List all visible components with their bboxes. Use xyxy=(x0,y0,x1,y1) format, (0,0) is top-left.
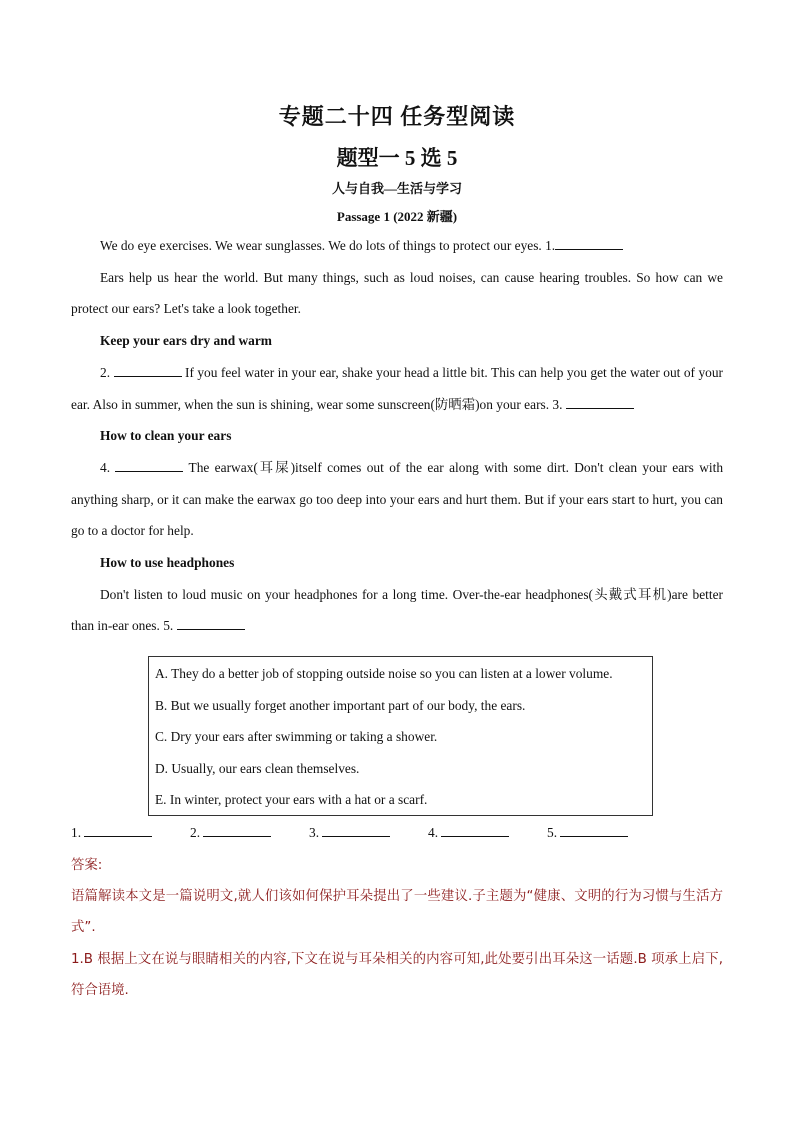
paragraph-3-number: 2. xyxy=(100,364,114,380)
answer-blank-1 xyxy=(71,822,152,841)
answer-explanation-1: 1.B 根据上文在说与眼睛相关的内容,下文在说与耳朵相关的内容可知,此处要引出耳朵这一话题.B 项承上启下,符合语境. xyxy=(71,951,723,998)
option-a: A. They do a better job of stopping outside noise so you can listen at a lower volume. xyxy=(155,666,613,681)
paragraph-5-text: Don't listen to loud music on your headphones for a long time. Over-the-ear headphones(头戴式耳机)are better than in-ear ones. 5. xyxy=(71,586,723,634)
blank-2 xyxy=(114,362,182,377)
blank-3 xyxy=(566,394,634,409)
answer-line-1 xyxy=(84,822,152,837)
answer-line-2 xyxy=(203,822,271,837)
answer-section xyxy=(71,850,723,1006)
blank-1 xyxy=(555,235,623,250)
answer-blank-5 xyxy=(547,822,628,841)
answer-blank-2 xyxy=(190,822,271,841)
answer-label-1: 1. xyxy=(71,825,85,840)
paragraph-1-text: We do eye exercises. We wear sunglasses. We do lots of things to protect our eyes. 1. xyxy=(100,238,556,253)
document-title: 专题二十四 任务型阅读 xyxy=(278,104,516,129)
answer-blanks-row xyxy=(71,822,671,846)
option-c: C. Dry your ears after swimming or taking a shower. xyxy=(155,729,438,744)
answer-analysis: 语篇解读本文是一篇说明文,就人们该如何保护耳朵提出了一些建议.子主题为“健康、文明的行为习惯与生活方式”. xyxy=(71,889,723,936)
paragraph-4-text: The earwax(耳屎)itself comes out of the ear along with some dirt. Don't clean your ears with anything sharp, or it can make the earwax go too deep into your ears and hurt them. But if your ears start to hurt, you can go to a doctor for help. xyxy=(71,459,724,539)
paragraph-1 xyxy=(71,230,723,262)
answer-label-5: 5. xyxy=(547,825,561,840)
blank-4 xyxy=(115,457,183,472)
passage-body xyxy=(71,230,723,642)
paragraph-4-number: 4. xyxy=(100,459,116,475)
answer-line-5 xyxy=(560,822,628,837)
answer-blank-4 xyxy=(428,822,509,841)
option-e: E. In winter, protect your ears with a hat or a scarf. xyxy=(155,792,428,807)
answer-line-4 xyxy=(441,822,509,837)
blank-5 xyxy=(177,615,245,630)
passage-label: Passage 1 (2022 新疆) xyxy=(336,209,458,224)
answer-label-2: 2. xyxy=(190,825,204,840)
section-heading-dry-warm: Keep your ears dry and warm xyxy=(100,333,272,349)
section-heading-headphones: How to use headphones xyxy=(100,555,235,571)
paragraph-4 xyxy=(71,452,723,547)
theme-label: 人与自我—生活与学习 xyxy=(331,181,462,196)
paragraph-5 xyxy=(71,579,723,642)
question-type-title: 题型一 5 选 5 xyxy=(336,146,458,170)
options-box xyxy=(148,656,653,816)
option-d: D. Usually, our ears clean themselves. xyxy=(155,760,360,776)
section-heading-clean: How to clean your ears xyxy=(100,428,232,444)
paragraph-2: Ears help us hear the world. But many things, such as loud noises, can cause hearing troubles. So how can we protect our ears? Let's take a look together. xyxy=(71,269,723,317)
paragraph-3 xyxy=(71,357,723,420)
paragraph-3-text: If you feel water in your ear, shake your head a little bit. This can help you get the water out of your ear. Also in summer, when the sun is shining, wear some sunscreen(防晒霜)on your ears. 3. xyxy=(71,364,723,412)
answer-label-3: 3. xyxy=(309,825,323,840)
option-b: B. But we usually forget another important part of our body, the ears. xyxy=(155,697,526,713)
answer-blank-3 xyxy=(309,822,390,841)
answer-label-4: 4. xyxy=(428,825,442,840)
document-page xyxy=(71,100,724,998)
answer-line-3 xyxy=(322,822,390,837)
answer-label: 答案: xyxy=(71,858,103,873)
